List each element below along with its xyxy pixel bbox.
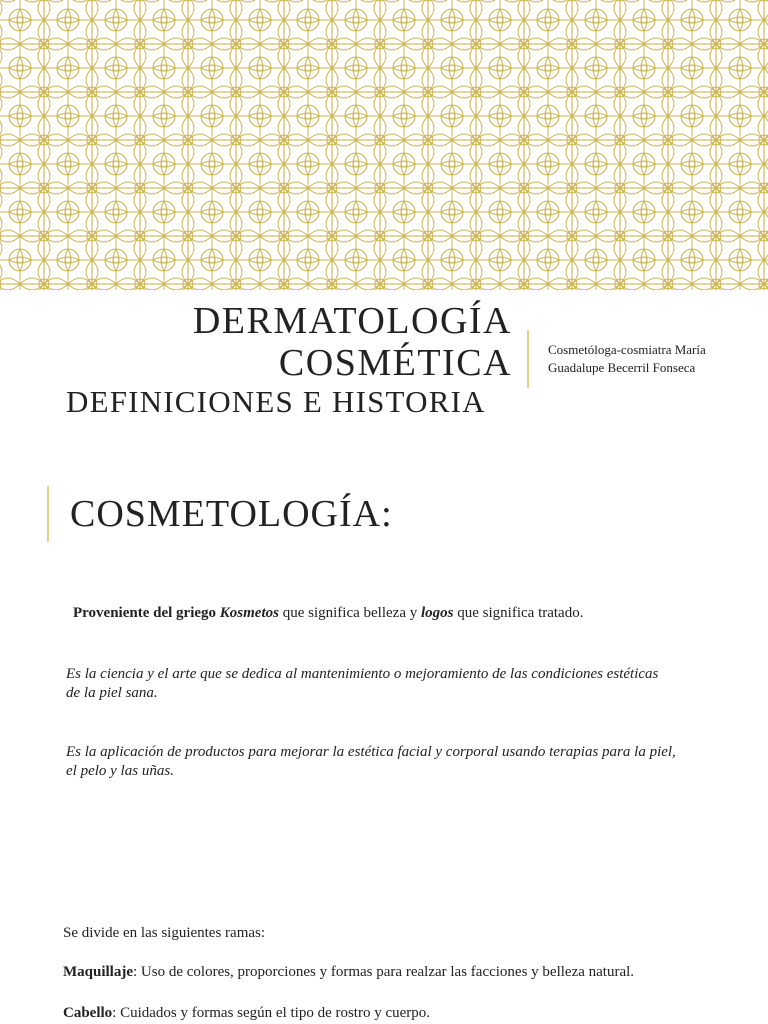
slide-subtitle: DEFINICIONES E HISTORIA — [66, 384, 486, 419]
definition-paragraph: Es la ciencia y el arte que se dedica al mantenimiento o mejoramiento de las condiciones estéticas de la piel sana. — [66, 666, 659, 701]
section-heading: COSMETOLOGÍA: — [70, 493, 393, 535]
origin-word-kosmetos: Kosmetos — [219, 605, 279, 621]
origin-suffix: que significa tratado. — [453, 605, 584, 621]
decorative-pattern-banner — [0, 0, 768, 290]
title-divider — [527, 330, 529, 388]
branch-item-cabello — [63, 1004, 430, 1023]
branch-term: Cabello — [63, 1005, 113, 1021]
origin-paragraph — [73, 604, 753, 623]
origin-middle: que significa belleza y — [278, 605, 421, 621]
author-name: Cosmetóloga-cosmiatra María Guadalupe Becerril Fonseca — [548, 342, 706, 375]
branches-intro: Se divide en las siguientes ramas: — [63, 925, 266, 941]
definition-paragraph: Es la aplicación de productos para mejorar la estética facial y corporal usando terapias para la piel, el pelo y las uñas. — [66, 744, 676, 779]
branch-item-maquillaje — [63, 963, 763, 982]
geometric-floral-pattern-icon — [0, 0, 768, 290]
branch-description: : Uso de colores, proporciones y formas para realzar las facciones y belleza natural. — [133, 964, 635, 980]
origin-prefix: Proveniente del griego — [73, 605, 220, 621]
branch-term: Maquillaje — [63, 964, 133, 980]
title-line-1: DERMATOLOGÍA — [192, 300, 512, 342]
branch-description: : Cuidados y formas según el tipo de rostro y cuerpo. — [112, 1005, 431, 1021]
heading-accent-bar — [47, 486, 49, 542]
origin-word-logos: logos — [421, 605, 454, 621]
title-line-2: COSMÉTICA — [278, 342, 512, 384]
slide-title — [60, 300, 512, 420]
